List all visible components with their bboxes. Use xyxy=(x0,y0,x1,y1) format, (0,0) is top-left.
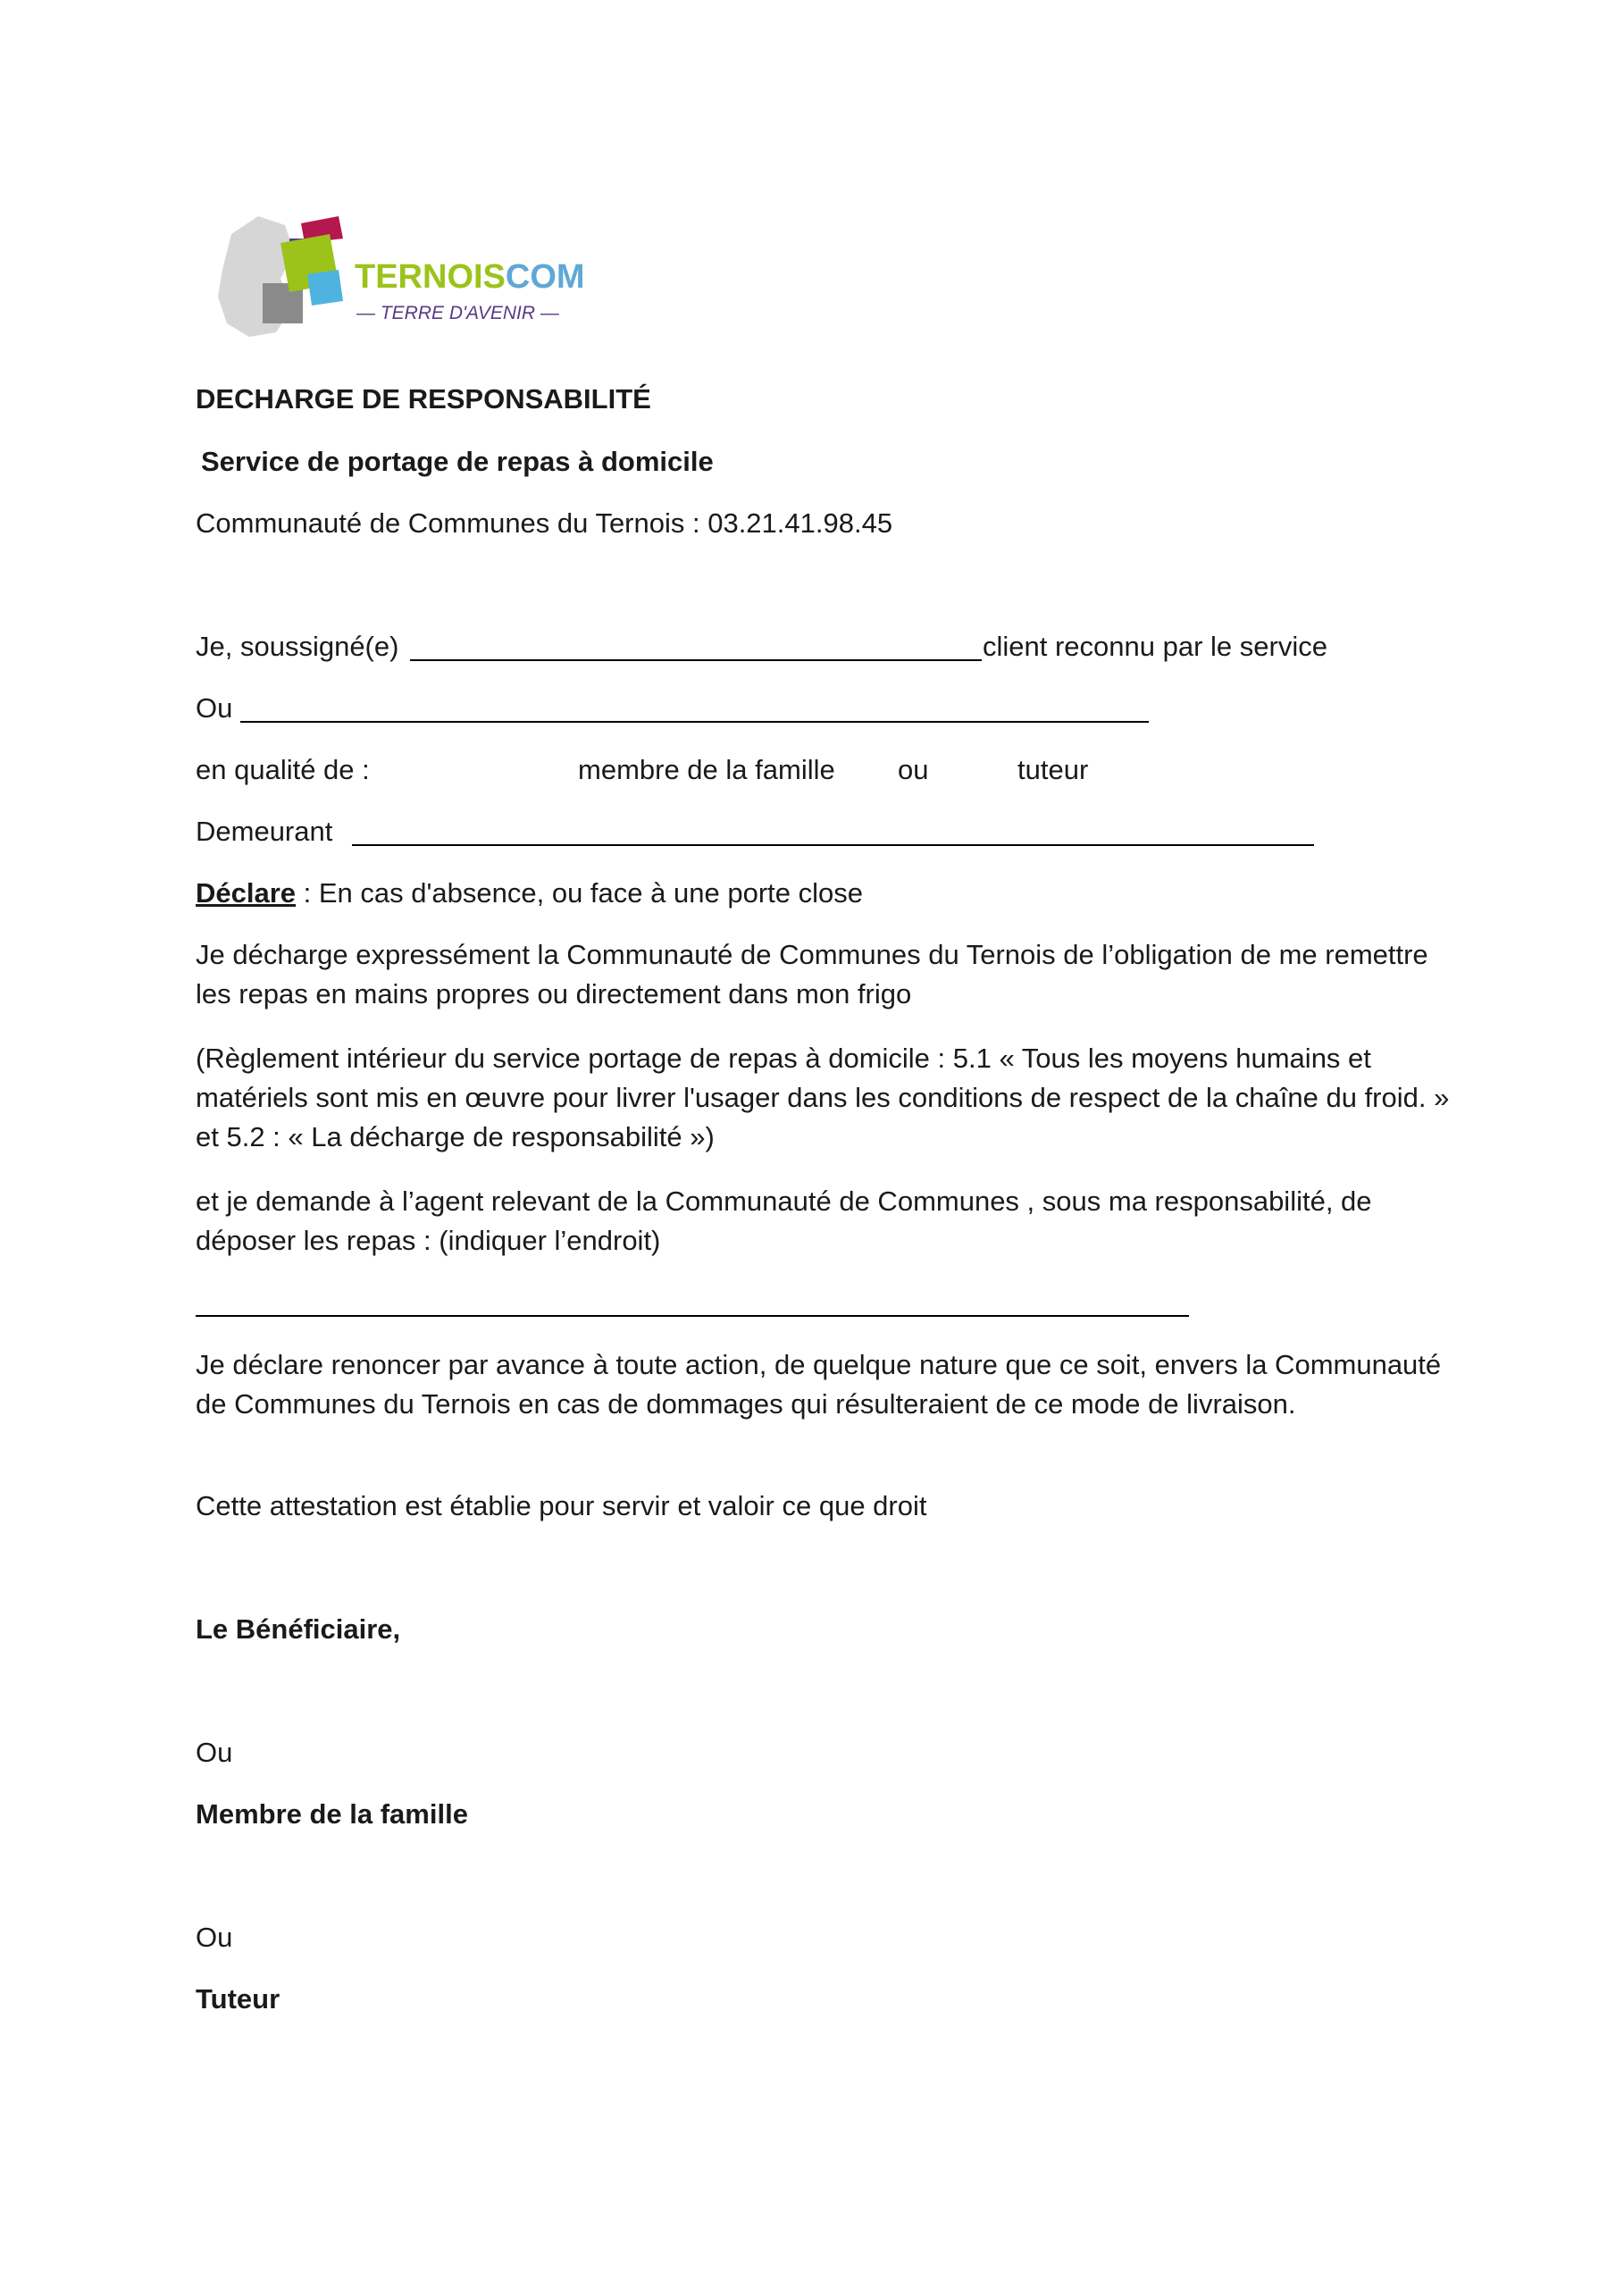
paragraph-attestation: Cette attestation est établie pour servir et valoir ce que droit xyxy=(196,1490,927,1521)
paragraph-depot: et je demande à l’agent relevant de la Communauté de Communes , sous ma responsabilité, de déposer les repas : (indiquer l’endroit) xyxy=(196,1185,1372,1256)
demeurant-label: Demeurant xyxy=(196,816,333,847)
membre-option[interactable]: membre de la famille xyxy=(578,754,835,785)
logo-tagline: — TERRE D'AVENIR — xyxy=(356,303,559,323)
paragraph-reglement: (Règlement intérieur du service portage de repas à domicile : 5.1 « Tous les moyens humains et matériels sont mis en œuvre pour livrer l'usager dans les conditions de respect de la chaîne du froid. » et 5.2 : « La décharge de responsabilité ») xyxy=(196,1043,1450,1152)
signature-ou-1: Ou xyxy=(196,1737,233,1768)
ou-option: ou xyxy=(898,754,929,785)
soussigne-blank[interactable] xyxy=(410,659,982,661)
declare-label: Déclare xyxy=(196,877,297,909)
signature-ou-2: Ou xyxy=(196,1922,233,1953)
ternoiscom-logo xyxy=(196,189,626,350)
ou-blank[interactable] xyxy=(240,721,1149,723)
declare-text: : En cas d'absence, ou face à une porte close xyxy=(296,877,863,909)
signature-tuteur: Tuteur xyxy=(196,1983,280,2015)
tuteur-option[interactable]: tuteur xyxy=(1017,754,1089,785)
client-suffix: client reconnu par le service xyxy=(983,631,1327,662)
endroit-blank[interactable] xyxy=(196,1315,1189,1317)
document-title: DECHARGE DE RESPONSABILITÉ xyxy=(196,383,651,415)
ou-label: Ou xyxy=(196,692,233,724)
document-subtitle: Service de portage de repas à domicile xyxy=(201,446,714,477)
logo-graphic xyxy=(196,189,626,350)
demeurant-blank[interactable] xyxy=(352,844,1314,846)
qualite-label: en qualité de : xyxy=(196,754,370,785)
contact-line: Communauté de Communes du Ternois : 03.21.41.98.45 xyxy=(196,507,893,539)
logo-brand: TERNOISCOM xyxy=(355,258,585,296)
soussigne-label: Je, soussigné(e) xyxy=(196,631,399,662)
paragraph-renonciation: Je déclare renoncer par avance à toute action, de quelque nature que ce soit, envers la Communauté de Communes du Ternois en cas de dommages qui résulteraient de ce mode de livraison. xyxy=(196,1349,1442,1420)
paragraph-decharge: Je décharge expressément la Communauté de Communes du Ternois de l’obligation de me remettre les repas en mains propres ou directement dans mon frigo xyxy=(196,939,1428,1009)
signature-membre: Membre de la famille xyxy=(196,1798,468,1830)
declare-line xyxy=(196,877,863,909)
signature-beneficiaire: Le Bénéficiaire, xyxy=(196,1613,401,1645)
blue-square xyxy=(307,270,343,306)
